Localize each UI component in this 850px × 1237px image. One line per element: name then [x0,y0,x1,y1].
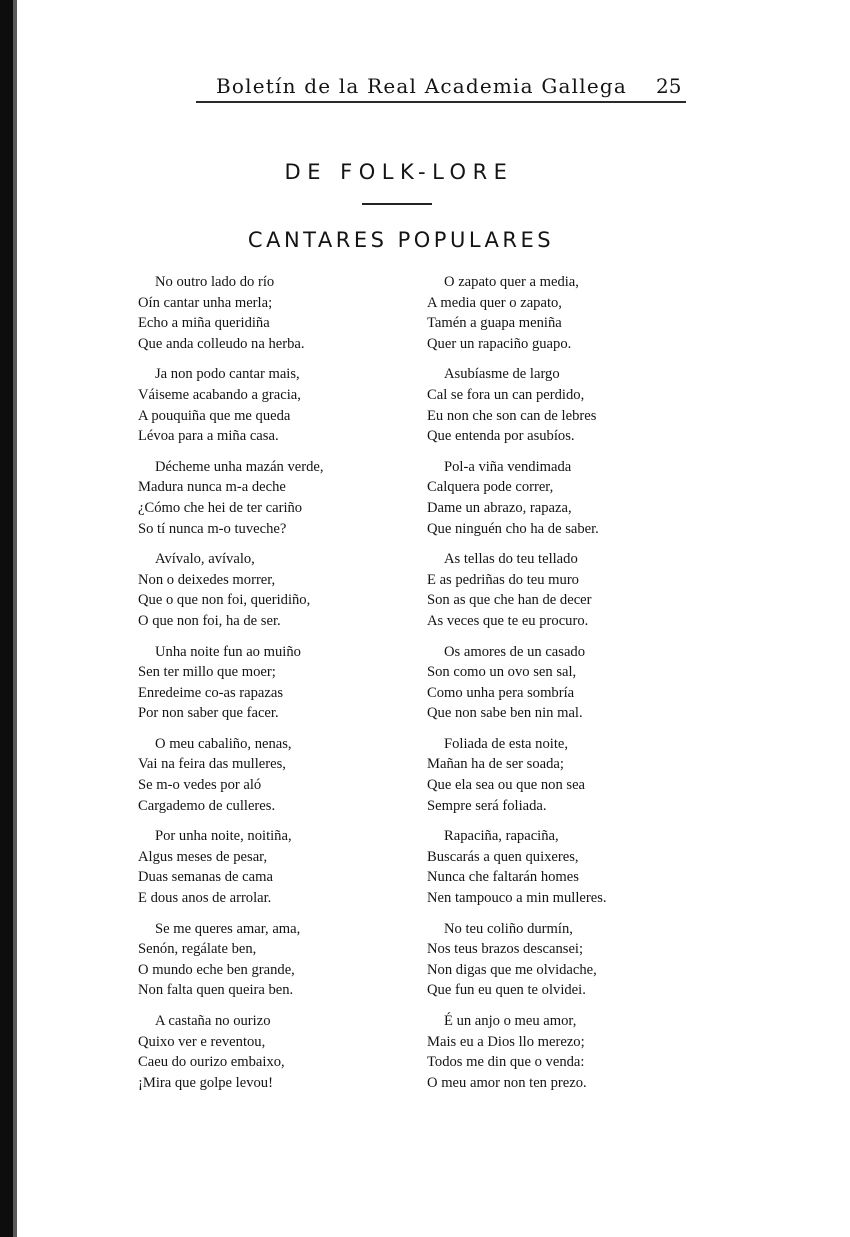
verse-line: Décheme unha mazán verde, [155,458,324,475]
stanza [427,272,667,354]
verse-line: Oín cantar unha merla; [138,294,273,311]
verse-line: Eu non che son can de lebres [427,407,597,424]
verse-line: Cargademo de culleres. [138,797,276,814]
verse-line: So tí nunca m-o tuveche? [138,520,287,537]
verse-line: Por non saber que facer. [138,705,279,722]
title-divider [362,203,432,205]
verse-line: Se me queres amar, ama, [155,920,301,937]
verse-line: Buscarás a quen quixeres, [427,848,579,865]
verse-line: Que entenda por asubíos. [427,428,575,445]
stanza [138,919,408,1001]
verse-line: Tamén a guapa meniña [427,315,562,332]
verse-line: A castaña no ourizo [155,1013,271,1029]
verse-line: Son as que che han de decer [427,592,592,609]
stanza [138,272,408,354]
header-rule [196,101,686,103]
verse-line: Nen tampouco a min mulleres. [427,890,607,907]
verse-line: O que non foi, ha de ser. [138,612,281,629]
verse-line: Quixo ver e reventou, [138,1033,266,1050]
stanza [427,457,667,539]
stanza [427,1011,667,1093]
verse-line: O meu amor non ten prezo. [427,1074,587,1091]
verse-line: Que ela sea ou que non sea [427,777,586,794]
verse-line: A pouquiña que me queda [138,407,291,424]
verse-line: Que o que non foi, queridiño, [138,592,311,609]
verse-line: Sempre será foliada. [427,797,547,814]
running-header-title: Boletín de la Real Academia Gallega [216,74,627,98]
verse-line: As tellas do teu tellado [444,551,578,568]
verse-line: Mañan ha de ser soada; [427,756,564,773]
verse-line: Madura nunca m-a deche [138,479,286,496]
stanza [138,549,408,631]
verse-line: Pol-a viña vendimada [444,458,572,475]
verse-line: Que anda colleudo na herba. [138,335,305,352]
verse-line: Asubíasme de largo [444,366,560,383]
verse-line: Enredeime co-as rapazas [138,684,284,701]
page-number: 25 [656,74,682,98]
section-subtitle: CANTARES POPULARES [247,228,555,252]
verse-line: Lévoa para a miña casa. [138,428,279,445]
verse-line: Sen ter millo que moer; [138,664,276,681]
stanza [138,826,408,908]
verse-line: Os amores de un casado [444,643,586,660]
verse-line: ¿Cómo che hei de ter cariño [138,499,303,516]
verse-line: Ja non podo cantar mais, [155,366,300,383]
verse-line: Unha noite fun ao muiño [155,643,301,660]
verse-line: Non o deixedes morrer, [138,571,276,588]
book-spine-edge [13,0,17,1237]
verse-line: Calquera pode correr, [427,479,554,496]
verse-line: Vai na feira das mulleres, [138,756,286,773]
verse-line: Son como un ovo sen sal, [427,664,577,681]
stanza [427,734,667,816]
verse-line: Dame un abrazo, rapaza, [427,499,572,516]
verse-line: É un anjo o meu amor, [444,1013,577,1029]
stanza [427,364,667,446]
verse-line: Non digas que me olvidache, [427,961,597,978]
verse-line: Echo a miña queridiña [138,315,270,332]
verse-line: Por unha noite, noitiña, [155,828,292,845]
verse-line: Que non sabe ben nin mal. [427,705,583,722]
verse-line: Cal se fora un can perdido, [427,386,585,403]
verse-line: Que fun eu quen te olvidei. [427,982,586,999]
verse-line: Foliada de esta noite, [444,735,569,752]
verse-line: Non falta quen queira ben. [138,982,294,999]
verse-line: E dous anos de arrolar. [138,890,272,907]
stanza [427,549,667,631]
verse-line: E as pedriñas do teu muro [427,571,579,588]
verse-line: Duas semanas de cama [138,869,273,886]
stanza [138,642,408,724]
verse-line: Avívalo, avívalo, [155,551,255,568]
stanza [138,734,408,816]
verse-line: Caeu do ourizo embaixo, [138,1054,285,1071]
verse-line: A media quer o zapato, [427,294,562,311]
verse-line: No outro lado do río [155,274,275,290]
stanza [138,1011,408,1093]
verse-line: No teu coliño durmín, [444,920,573,937]
verse-line: Todos me din que o venda: [427,1054,585,1071]
verse-line: Que ninguén cho ha de saber. [427,520,599,537]
verse-line: O zapato quer a media, [444,274,579,290]
stanza [427,826,667,908]
poem-column-right [427,272,667,1103]
poem-column-left [138,272,408,1103]
verse-line: Algus meses de pesar, [138,848,268,865]
stanza [138,364,408,446]
verse-line: O meu cabaliño, nenas, [155,735,292,752]
stanza [427,642,667,724]
book-spine-shadow [0,0,13,1237]
verse-line: O mundo eche ben grande, [138,961,295,978]
verse-line: Váiseme acabando a gracia, [138,386,301,403]
verse-line: As veces que te eu procuro. [427,612,589,629]
verse-line: Se m-o vedes por aló [138,777,262,794]
section-title: DE FOLK-LORE [284,160,514,184]
stanza [427,919,667,1001]
verse-line: Mais eu a Dios llo merezo; [427,1033,585,1050]
verse-line: Nos teus brazos descansei; [427,941,584,958]
verse-line: Nunca che faltarán homes [427,869,579,886]
verse-line: Senón, regálate ben, [138,941,257,958]
verse-line: Quer un rapaciño guapo. [427,335,572,352]
verse-line: ¡Mira que golpe levou! [138,1074,273,1091]
verse-line: Como unha pera sombría [427,684,575,701]
verse-line: Rapaciña, rapaciña, [444,828,559,845]
stanza [138,457,408,539]
